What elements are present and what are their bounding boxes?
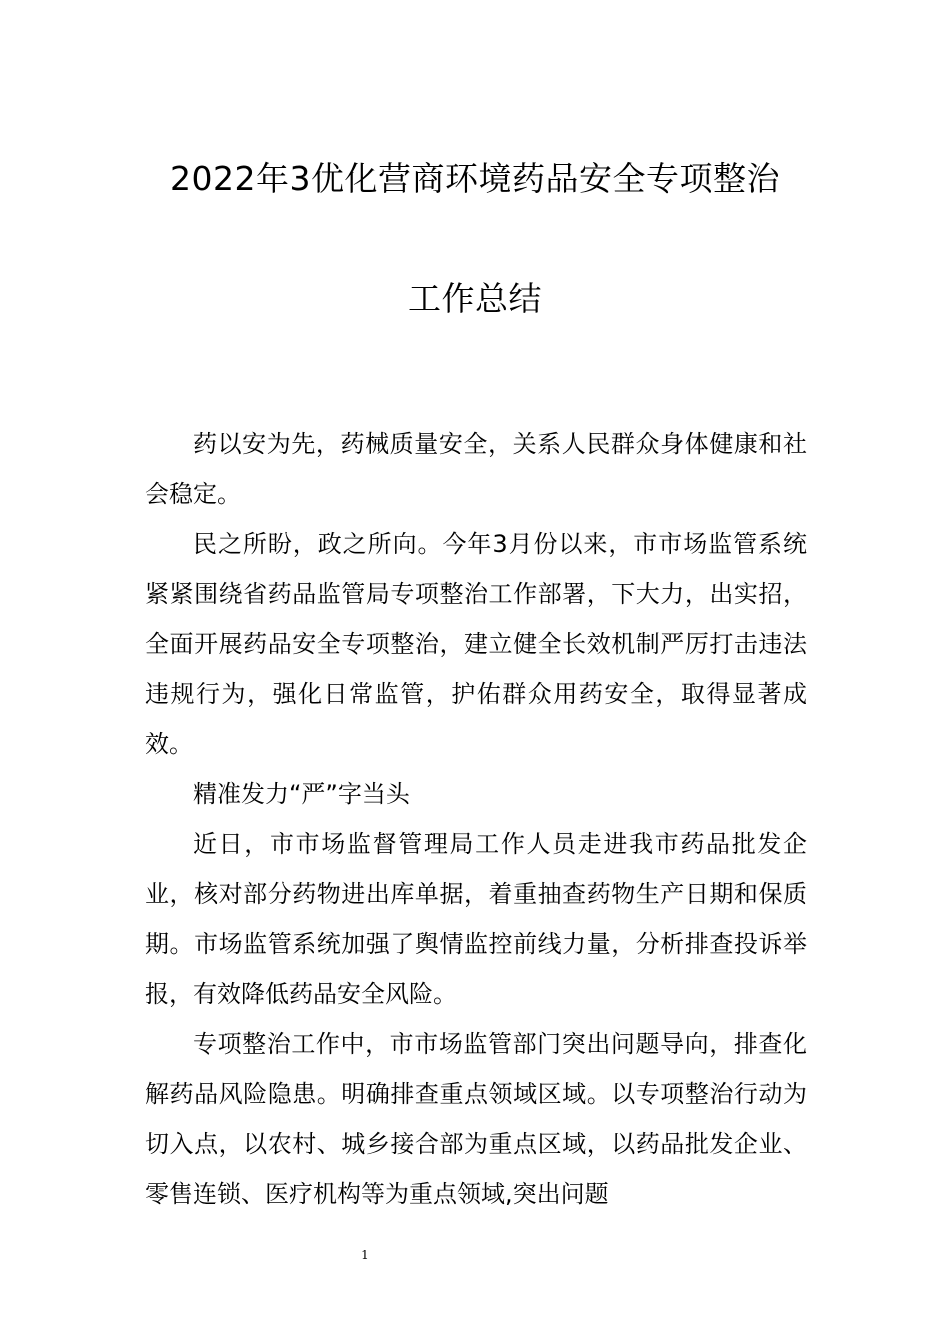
document-title-line-2: 工作总结: [408, 279, 542, 318]
paragraph: 近日，市市场监督管理局工作人员走进我市药品批发企业，核对部分药物进出库单据，着重抽查药物生产日期和保质期。市场监管系统加强了舆情监控前线力量，分析排查投诉举报，有效降低药品安全风险。: [145, 830, 807, 1008]
section-heading: 精准发力“严”字当头: [193, 780, 410, 808]
page-number: 1: [361, 1248, 369, 1262]
paragraph: 民之所盼，政之所向。今年3月份以来，市市场监管系统紧紧围绕省药品监管局专项整治工作部署，下大力，出实招，全面开展药品安全专项整治，建立健全长效机制严厉打击违法违规行为，强化日常监管，护佑群众用药安全，取得显著成效。: [145, 530, 807, 758]
document-title-line-1: 2022年3优化营商环境药品安全专项整治: [170, 159, 780, 198]
paragraph: 专项整治工作中，市市场监管部门突出问题导向，排查化解药品风险隐患。明确排查重点领域区域。以专项整治行动为切入点，以农村、城乡接合部为重点区域，以药品批发企业、零售连锁、医疗机构等为重点领域,突出问题: [145, 1030, 807, 1208]
paragraph: 药以安为先，药械质量安全，关系人民群众身体健康和社会稳定。: [145, 430, 807, 508]
document-body: [145, 419, 807, 1219]
